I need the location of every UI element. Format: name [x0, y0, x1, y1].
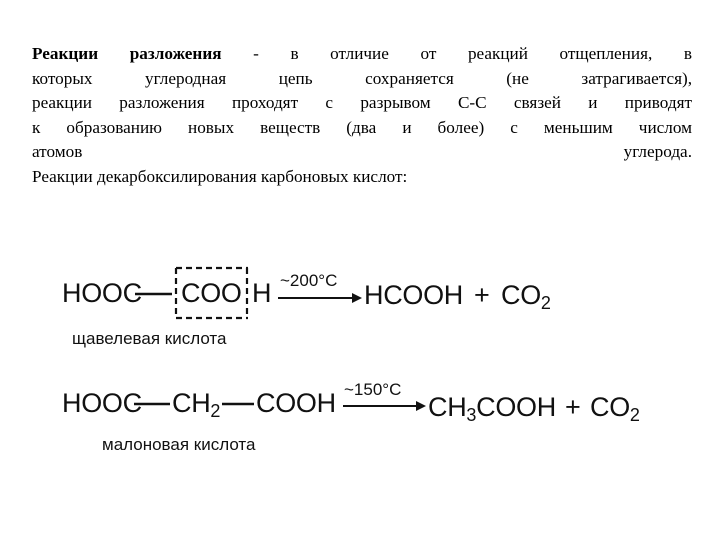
r1-co2: $CO_2$ — [501, 280, 551, 313]
text-line-2: которых углеродная цепь сохраняется (не затрагивается), — [32, 68, 692, 88]
r2-condition: ~150°C — [344, 380, 402, 399]
r2-acid-name: малоновая кислота — [102, 435, 256, 454]
r1-hcooh: HCOOH — [364, 280, 463, 310]
r1-condition: ~200°C — [280, 271, 338, 290]
r2-arrow-head — [416, 401, 426, 411]
bold-term: Реакции разложения — [32, 44, 222, 63]
r2-co2: $CO_2$ — [590, 392, 640, 425]
text-line-5: атомов углерода. — [32, 142, 692, 161]
r1-h: H — [252, 278, 272, 308]
r2-hooc: HOOC — [62, 388, 142, 418]
r1-plus: + — [474, 280, 490, 310]
r2-cooh: COOH — [256, 388, 336, 418]
text-line-3: реакции разложения проходят с разрывом С-С связей и приводят — [32, 93, 692, 112]
r1-acid-name: щавелевая кислота — [72, 329, 227, 348]
text-line-4: к образованию новых веществ (два и более) с меньшим числом — [32, 117, 692, 137]
r2-ch3cooh: $CH_3COOH$ — [428, 392, 556, 425]
r2-plus: + — [565, 392, 581, 422]
r1-coo: COO — [181, 278, 242, 308]
line1-text: - в отличие от реакций отщепления, в — [221, 44, 692, 63]
r1-hooc: HOOC — [62, 278, 142, 308]
r2-ch2: $CH_2$ — [172, 388, 221, 421]
text-line-6: Реакции декарбоксилирования карбоновых кислот: — [32, 166, 408, 186]
